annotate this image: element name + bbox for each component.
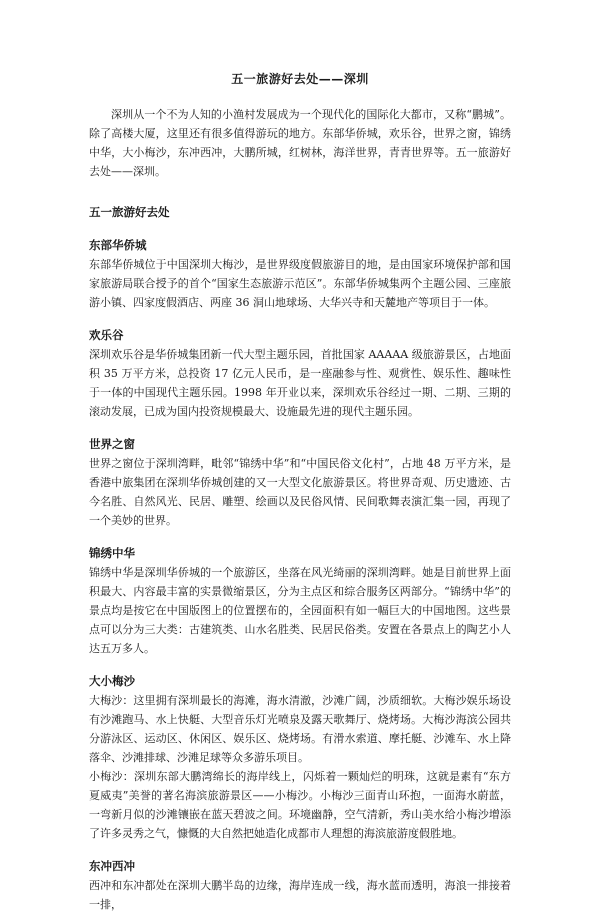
spot-dongchong-xichong (89, 857, 511, 914)
spot-paragraph: 世界之窗位于深圳湾畔，毗邻“锦绣中华”和“中国民俗文化村”，占地 48 万平方米，是香港中旅集团在深圳华侨城创建的又一大型文化旅游景区。将世界奇观、历史遗迹、古今名胜、自然风光、民居、雕塑、绘画以及民俗风情、民间歌舞表演汇集一园，再现了一个美妙的世界。 (89, 457, 511, 527)
spot-jinxiu-zhonghua (89, 544, 511, 658)
spot-heading: 东部华侨城 (89, 238, 147, 252)
spot-paragraph: 东部华侨城位于中国深圳大梅沙，是世界级度假旅游目的地，是由国家环境保护部和国家旅游局联合授予的首个“国家生态旅游示范区”。东部华侨城集两个主题公园、三座旅游小镇、四家度假酒店、两座 36 洞山地球场、大华兴寺和天麓地产等项目于一体。 (89, 258, 511, 309)
spot-dongbu-huaqiaocheng (89, 236, 511, 312)
document-page (89, 70, 511, 914)
spot-paragraph: 西冲和东冲都处在深圳大鹏半岛的边缘，海岸连成一线，海水蓝而透明，海浪一排接着一排， (89, 879, 511, 911)
spot-heading: 东冲西冲 (89, 859, 135, 873)
spot-huanlegu (89, 326, 511, 421)
spot-shijie-zhichuang (89, 435, 511, 530)
spot-heading: 锦绣中华 (89, 546, 135, 560)
spot-heading: 世界之窗 (89, 437, 135, 451)
spot-heading: 大小梅沙 (89, 674, 135, 688)
spot-paragraph: 大梅沙：这里拥有深圳最长的海滩，海水清澈，沙滩广阔，沙质细软。大梅沙娱乐场设有沙滩跑马、水上快艇、大型音乐灯光喷泉及露天歌舞厅、烧烤场。大梅沙海滨公园共分游泳区、运动区、休闲区、娱乐区、烧烤场。有滑水索道、摩托艇、沙滩车、水上降落伞、沙滩排球、沙滩足球等众多游乐项目。 (89, 694, 511, 764)
spot-heading: 欢乐谷 (89, 328, 124, 342)
document-title: 五一旅游好去处——深圳 (231, 72, 369, 86)
spot-daxiao-meisha (89, 672, 511, 843)
spot-paragraph: 锦绣中华是深圳华侨城的一个旅游区，坐落在风光绮丽的深圳湾畔。她是目前世界上面积最大、内容最丰富的实景微缩景区，分为主点区和综合服务区两部分。“锦绣中华”的景点均是按它在中国版图上的位置摆布的，全园面积有如一幅巨大的中国地图。这些景点可以分为三大类：古建筑类、山水名胜类、民居民俗类。安置在各景点上的陶艺小人达五万多人。 (89, 566, 511, 655)
section-heading: 五一旅游好去处 (89, 205, 170, 219)
intro-paragraph: 深圳从一个不为人知的小渔村发展成为一个现代化的国际化大都市，又称“鹏城”。除了高楼大厦，这里还有很多值得游玩的地方。东部华侨城，欢乐谷，世界之窗，锦绣中华，大小梅沙，东冲西冲，大鹏所城，红树林，海洋世界，青青世界等。五一旅游好去处——深圳。 (89, 108, 511, 178)
spot-paragraph: 深圳欢乐谷是华侨城集团新一代大型主题乐园，首批国家 AAAAA 级旅游景区，占地面积 35 万平方米，总投资 17 亿元人民币，是一座融参与性、观赏性、娱乐性、趣味性于一体的中国现代主题乐园。1998 年开业以来，深圳欢乐谷经过一期、二期、三期的滚动发展，已成为国内投资规模最大、设施最先进的现代主题乐园。 (89, 348, 511, 418)
spot-paragraph: 小梅沙：深圳东部大鹏湾绵长的海岸线上，闪烁着一颗灿烂的明珠，这就是素有“东方夏威夷”美誉的著名海滨旅游景区——小梅沙。小梅沙三面青山环抱，一面海水蔚蓝，一弯新月似的沙滩镶嵌在蓝天碧波之间。环境幽静，空气清新，秀山美水给小梅沙增添了许多灵秀之气，慷慨的大自然把她造化成都市人理想的海滨旅游度假胜地。 (89, 770, 511, 840)
